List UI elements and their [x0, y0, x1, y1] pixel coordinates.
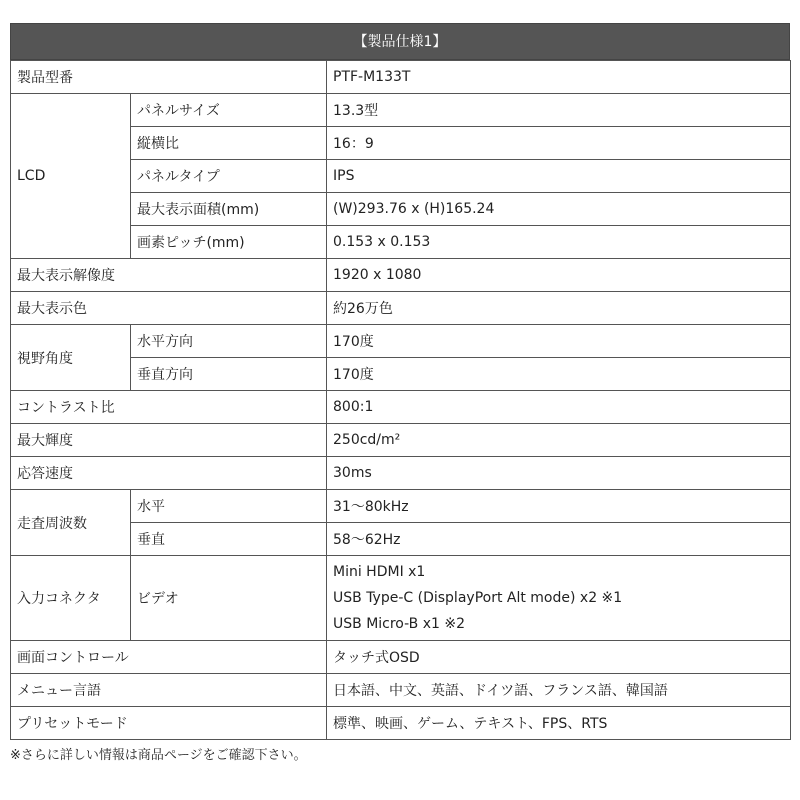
- row-label-connector: 入力コネクタ: [11, 556, 131, 641]
- connector-line: USB Micro-B x1 ※2: [333, 616, 466, 632]
- table-row: [11, 424, 791, 457]
- row-label-control: 画面コントロール: [11, 641, 327, 674]
- row-label-viewing-angle: 視野角度: [11, 325, 131, 391]
- table-title: 【製品仕様1】: [10, 23, 790, 60]
- row-value-control: タッチ式OSD: [327, 641, 791, 674]
- row-value-menu-language: 日本語、中文、英語、ドイツ語、フランス語、韓国語: [327, 674, 791, 707]
- value-display-area: (W)293.76 x (H)165.24: [327, 193, 791, 226]
- value-pixel-pitch: 0.153 x 0.153: [327, 226, 791, 259]
- table-row: [11, 94, 791, 127]
- value-scan-horizontal: 31～80kHz: [327, 490, 791, 523]
- sub-label-scan-vertical: 垂直: [131, 523, 327, 556]
- row-label-brightness: 最大輝度: [11, 424, 327, 457]
- table-row: [11, 641, 791, 674]
- table-row: [11, 61, 791, 94]
- row-value-model: PTF-M133T: [327, 61, 791, 94]
- connector-line: Mini HDMI x1: [333, 564, 426, 580]
- value-scan-vertical: 58～62Hz: [327, 523, 791, 556]
- table-row: [11, 292, 791, 325]
- row-value-brightness: 250cd/m²: [327, 424, 791, 457]
- row-label-contrast: コントラスト比: [11, 391, 327, 424]
- sub-label-view-horizontal: 水平方向: [131, 325, 327, 358]
- row-value-resolution: 1920 x 1080: [327, 259, 791, 292]
- sub-label-panel-size: パネルサイズ: [131, 94, 327, 127]
- sub-label-scan-horizontal: 水平: [131, 490, 327, 523]
- sub-label-aspect: 縦横比: [131, 127, 327, 160]
- value-view-vertical: 170度: [327, 358, 791, 391]
- value-aspect: 16：9: [327, 127, 791, 160]
- row-label-lcd: LCD: [11, 94, 131, 259]
- row-label-model: 製品型番: [11, 61, 327, 94]
- table-row: [11, 259, 791, 292]
- table-row: [11, 556, 791, 641]
- row-label-resolution: 最大表示解像度: [11, 259, 327, 292]
- spec-sheet: [10, 23, 790, 740]
- row-label-response: 応答速度: [11, 457, 327, 490]
- row-label-preset: プリセットモード: [11, 707, 327, 740]
- row-label-scan-freq: 走査周波数: [11, 490, 131, 556]
- sub-label-display-area: 最大表示面積(mm): [131, 193, 327, 226]
- row-value-contrast: 800:1: [327, 391, 791, 424]
- row-label-menu-language: メニュー言語: [11, 674, 327, 707]
- spec-table: [10, 60, 791, 740]
- row-value-preset: 標準、映画、ゲーム、テキスト、FPS、RTS: [327, 707, 791, 740]
- table-row: [11, 707, 791, 740]
- table-row: [11, 457, 791, 490]
- sub-label-pixel-pitch: 画素ピッチ(mm): [131, 226, 327, 259]
- value-video-connectors: [327, 556, 791, 641]
- row-label-colors: 最大表示色: [11, 292, 327, 325]
- value-panel-type: IPS: [327, 160, 791, 193]
- table-row: [11, 674, 791, 707]
- value-panel-size: 13.3型: [327, 94, 791, 127]
- row-value-response: 30ms: [327, 457, 791, 490]
- row-value-colors: 約26万色: [327, 292, 791, 325]
- table-row: [11, 490, 791, 523]
- footnote: ※さらに詳しい情報は商品ページをご確認下さい。: [10, 748, 307, 763]
- value-view-horizontal: 170度: [327, 325, 791, 358]
- sub-label-panel-type: パネルタイプ: [131, 160, 327, 193]
- table-row: [11, 325, 791, 358]
- table-row: [11, 391, 791, 424]
- sub-label-video: ビデオ: [131, 556, 327, 641]
- connector-line: USB Type-C (DisplayPort Alt mode) x2 ※1: [333, 590, 623, 606]
- sub-label-view-vertical: 垂直方向: [131, 358, 327, 391]
